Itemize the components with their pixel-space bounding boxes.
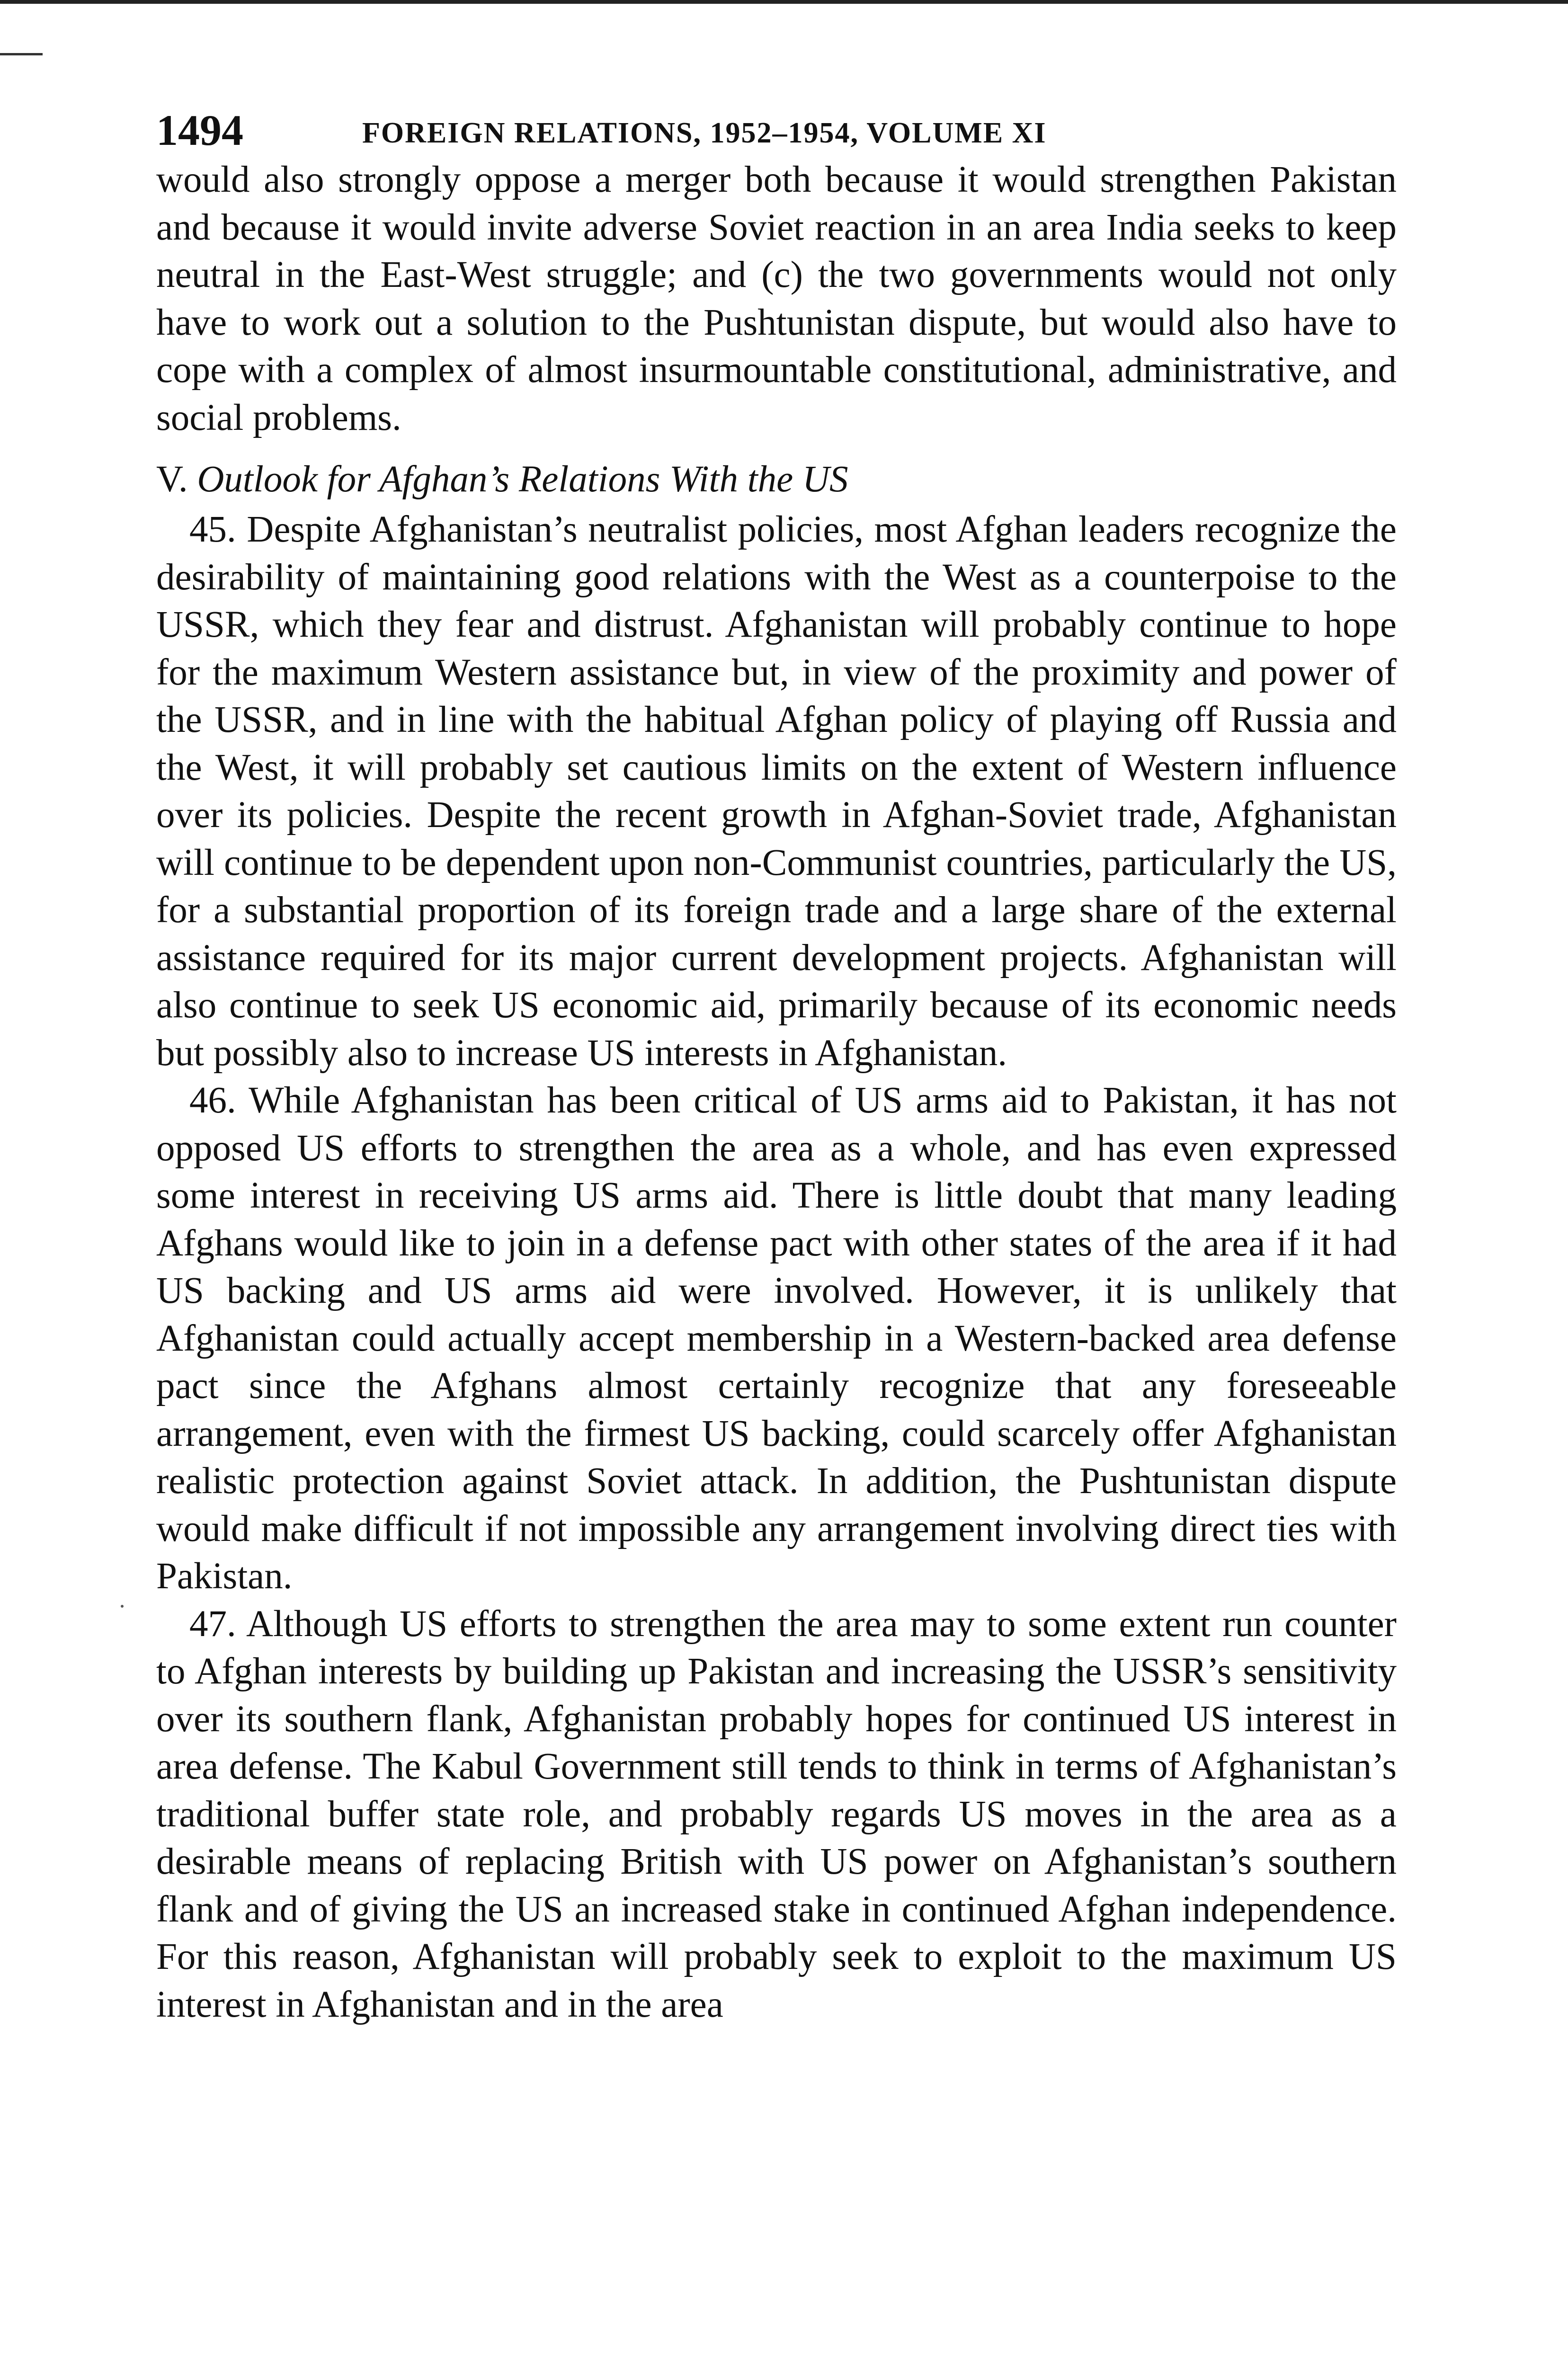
paragraph-46 bbox=[156, 1077, 1397, 1601]
section-heading bbox=[156, 456, 1397, 503]
paragraph-number: 45. bbox=[189, 509, 236, 550]
paragraph-text: While Afghanistan has been critical of US arms aid to Pakistan, it has not opposed US efforts to strengthen the area as a whole, and has even expressed some interest in receiving US arms aid. There is little doubt that many leading Afghans would like to join in a defense pact with other states of the area if it had US backing and US arms aid were involved. However, it is unlikely that Afghanistan could actually accept membership in a Western-backed area defense pact since the Afghans almost certainly recognize that any foreseeable arrangement, even with the firmest US backing, could scarcely offer Afghanistan realistic protection against Soviet attack. In addition, the Pushtunistan dispute would make difficult if not impossible any arrangement involving direct ties with Pakistan. bbox=[156, 1080, 1397, 1597]
paragraph-45 bbox=[156, 506, 1397, 1077]
paragraph-number: 46. bbox=[189, 1080, 236, 1121]
paragraph-text: Despite Afghanistan’s neutralist policies, most Afghan leaders recognize the desirability of maintaining good relations with the West as a counterpoise to the USSR, which they fear and distrust. Afghanistan will probably continue to hope for the maximum Western assistance but, in view of the proximity and power of the USSR, and in line with the habitual Afghan policy of playing off Russia and the West, it will probably set cautious limits on the extent of Western influence over its policies. Despite the recent growth in Afghan-Soviet trade, Afghanistan will continue to be dependent upon non-Communist countries, particularly the US, for a substantial proportion of its foreign trade and a large share of the external assistance required for its major current development projects. Afghanistan will also continue to seek US economic aid, primarily because of its economic needs but possibly also to increase US interests in Afghanistan. bbox=[156, 509, 1397, 1074]
paragraph-number: 47. bbox=[189, 1603, 236, 1645]
section-numeral: V. bbox=[156, 459, 188, 500]
section-title: Outlook for Afghan’s Relations With the US bbox=[197, 459, 848, 500]
paragraph-text: Although US efforts to strengthen the area may to some extent run counter to Afghan interests by building up Pakistan and increasing the USSR’s sensitivity over its southern flank, Afghanistan probably hopes for continued US interest in area defense. The Kabul Government still tends to think in terms of Afghanistan’s traditional buffer state role, and probably regards US moves in the area as a desirable means of replacing British with US power on Afghanistan’s southern flank and of giving the US an increased stake in continued Afghan independence. For this reason, Afghanistan will probably seek to exploit to the maximum US interest in Afghanistan and in the area bbox=[156, 1603, 1397, 2025]
document-page bbox=[156, 104, 1397, 2029]
scan-speck bbox=[121, 1605, 124, 1608]
body-text bbox=[156, 156, 1397, 2029]
margin-mark bbox=[0, 53, 43, 55]
page-number: 1494 bbox=[156, 106, 243, 154]
running-header bbox=[156, 104, 1397, 156]
continuation-paragraph: would also strongly oppose a merger both because it would strengthen Pakistan and because it would invite adverse Soviet reaction in an area India seeks to keep neutral in the East-West struggle; and (c) the two governments would not only have to work out a solution to the Pushtunistan dispute, but would also have to cope with a complex of almost insurmountable constitutional, administrative, and social problems. bbox=[156, 159, 1397, 438]
scan-edge-line bbox=[0, 0, 1568, 4]
running-title: FOREIGN RELATIONS, 1952–1954, VOLUME XI bbox=[362, 117, 1047, 149]
paragraph-47 bbox=[156, 1601, 1397, 2029]
